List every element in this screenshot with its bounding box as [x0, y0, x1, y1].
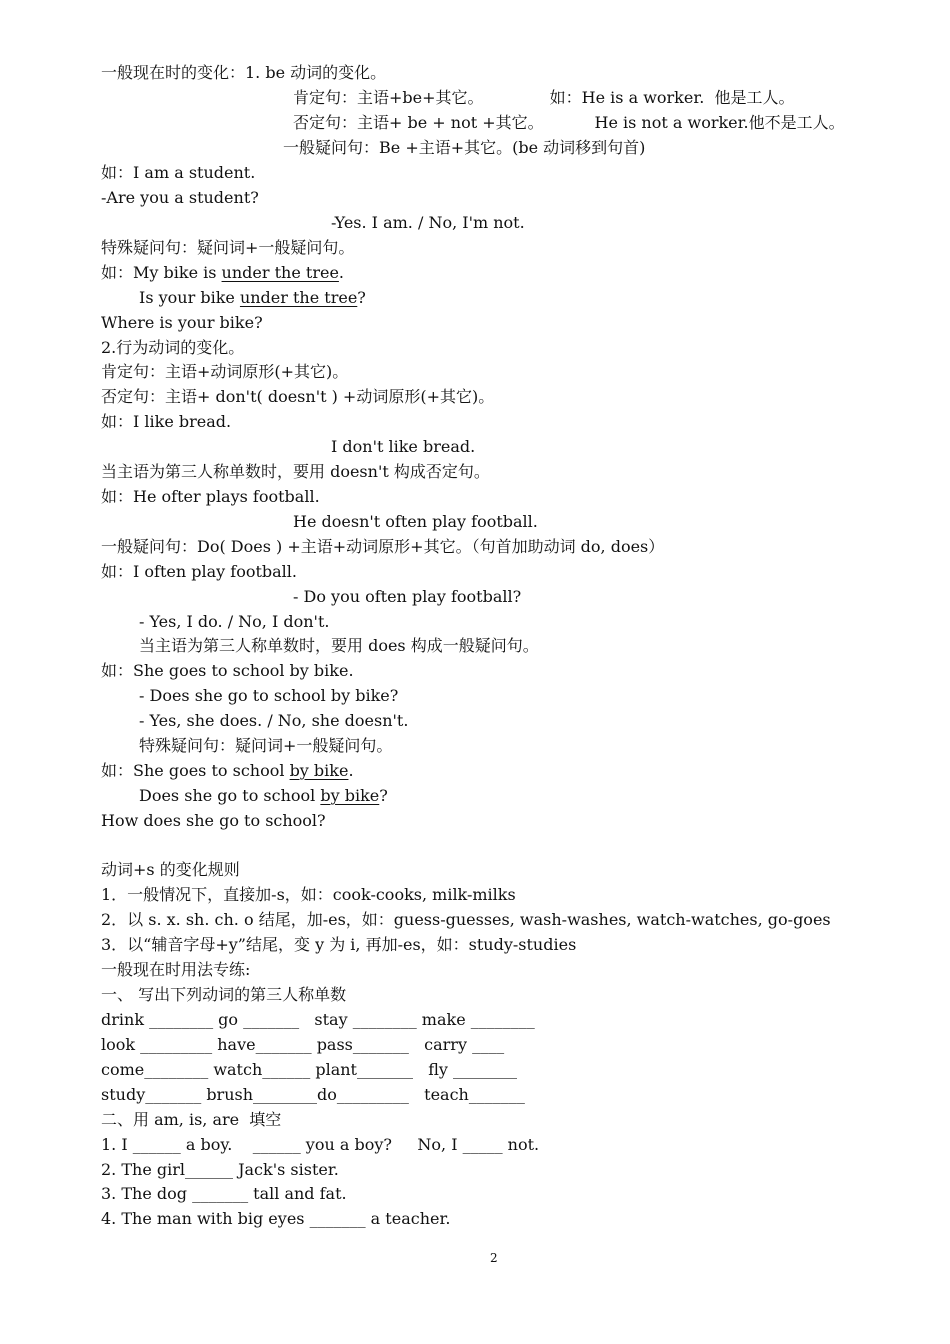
text-line — [101, 313, 263, 333]
text-line — [101, 263, 344, 283]
text-line — [101, 338, 244, 358]
text-segment: 如：He ofter plays football. — [101, 487, 320, 506]
text-segment: 如：I am a student. — [101, 163, 256, 182]
text-line — [101, 562, 297, 582]
text-line — [101, 387, 494, 407]
text-line — [293, 587, 521, 607]
text-segment: 如：I like bread. — [101, 412, 232, 431]
text-segment: 否定句：主语+ be + not +其它。 He is not a worker.他不是工人。 — [293, 113, 845, 132]
text-segment: I don't like bread. — [331, 437, 476, 456]
text-line — [101, 1010, 535, 1030]
text-line — [101, 761, 354, 781]
text-segment: 当主语为第三人称单数时，要用 doesn't 构成否定句。 — [101, 462, 490, 481]
text-segment: ? — [357, 288, 366, 307]
text-line — [101, 885, 516, 905]
underlined-phrase: under the tree — [239, 288, 358, 307]
text-segment: - Yes, she does. / No, she doesn't. — [139, 711, 409, 730]
text-segment: . — [348, 761, 354, 780]
text-line — [101, 860, 240, 880]
text-segment: 肯定句：主语+动词原形(+其它)。 — [101, 362, 349, 381]
text-line — [101, 1110, 281, 1130]
text-segment: - Does she go to school by bike? — [139, 686, 399, 705]
text-line — [101, 1209, 450, 1229]
text-segment: ? — [379, 786, 388, 805]
text-line — [101, 362, 348, 382]
text-segment: look _________ have_______ pass_______ carry ____ — [101, 1035, 505, 1054]
text-segment: 一般现在时的变化：1. be 动词的变化。 — [101, 63, 387, 82]
text-segment: -Yes. I am. / No, I'm not. — [331, 213, 525, 232]
text-segment: How does she go to school? — [101, 811, 326, 830]
text-line — [293, 512, 538, 532]
text-segment: . — [338, 263, 344, 282]
text-line — [101, 935, 576, 955]
text-segment: come________ watch______ plant_______ fly ________ — [101, 1060, 518, 1079]
text-segment: 特殊疑问句：疑问词+一般疑问句。 — [101, 238, 355, 257]
text-segment: 一般疑问句：Be +主语+其它。(be 动词移到句首) — [283, 138, 646, 157]
text-line — [101, 412, 231, 432]
text-line — [101, 1184, 347, 1204]
text-segment: 2. The girl______ Jack's sister. — [101, 1160, 339, 1179]
text-line — [101, 811, 326, 831]
text-segment: 1．一般情况下，直接加-s，如：cook-cooks, milk-milks — [101, 885, 516, 904]
text-line — [101, 985, 346, 1005]
text-line — [101, 1160, 339, 1180]
text-segment: 如：She goes to school by bike. — [101, 661, 354, 680]
text-segment: 肯定句：主语+be+其它。 如：He is a worker. 他是工人。 — [293, 88, 795, 107]
text-segment: - Do you often play football? — [293, 587, 522, 606]
text-line — [293, 113, 845, 133]
page-number: 2 — [490, 1251, 498, 1265]
text-segment: He doesn't often play football. — [293, 512, 538, 531]
text-segment: - Yes, I do. / No, I don't. — [139, 612, 330, 631]
text-segment: 一、 写出下列动词的第三人称单数 — [101, 985, 347, 1004]
text-line — [101, 163, 255, 183]
text-line — [101, 1035, 504, 1055]
text-line — [101, 1060, 517, 1080]
text-line — [139, 288, 366, 308]
text-line — [139, 736, 392, 756]
text-line — [139, 612, 329, 632]
text-line — [101, 1135, 539, 1155]
text-line — [331, 437, 475, 457]
text-segment: drink ________ go _______ stay ________ make ________ — [101, 1010, 535, 1029]
text-line — [101, 487, 320, 507]
text-line — [101, 462, 490, 482]
text-segment: 一般疑问句：Do( Does ) +主语+动词原形+其它。（句首加助动词 do, does） — [101, 537, 665, 556]
text-line — [139, 711, 408, 731]
text-segment: 特殊疑问句：疑问词+一般疑问句。 — [139, 736, 393, 755]
text-segment: 一般现在时用法专练: — [101, 960, 251, 979]
text-segment: 如：My bike is — [101, 263, 222, 282]
text-segment: Where is your bike? — [101, 313, 263, 332]
text-line — [101, 188, 259, 208]
text-segment: 二、用 am, is, are 填空 — [101, 1110, 282, 1129]
text-line — [293, 88, 794, 108]
text-segment: 否定句：主语+ don't( doesn't ) +动词原形(+其它)。 — [101, 387, 495, 406]
text-segment: 1. I ______ a boy. ______ you a boy? No, I _____ not. — [101, 1135, 540, 1154]
text-segment: 4. The man with big eyes _______ a teacher. — [101, 1209, 451, 1228]
text-segment: 动词+s 的变化规则 — [101, 860, 240, 879]
underlined-phrase: by bike — [289, 761, 349, 780]
text-segment: 2.行为动词的变化。 — [101, 338, 245, 357]
text-line — [101, 63, 386, 83]
text-segment: -Are you a student? — [101, 188, 259, 207]
text-segment: 如：She goes to school — [101, 761, 290, 780]
text-segment: 3．以“辅音字母+y”结尾，变 y 为 i, 再加-es，如：study-studies — [101, 935, 577, 954]
text-segment: 当主语为第三人称单数时，要用 does 构成一般疑问句。 — [139, 636, 539, 655]
underlined-phrase: by bike — [320, 786, 380, 805]
text-line — [101, 910, 831, 930]
text-segment: Does she go to school — [139, 786, 321, 805]
text-line — [331, 213, 525, 233]
text-line — [101, 1085, 525, 1105]
text-segment: study_______ brush________do_________ teach_______ — [101, 1085, 525, 1104]
text-line — [139, 636, 539, 656]
text-segment: 如：I often play football. — [101, 562, 297, 581]
text-segment: 2．以 s. x. sh. ch. o 结尾，加-es，如：guess-guesses, wash-washes, watch-watches, go-goes — [101, 910, 831, 929]
text-line — [101, 537, 664, 557]
text-line — [283, 138, 645, 158]
text-segment: 3. The dog _______ tall and fat. — [101, 1184, 347, 1203]
text-line — [101, 238, 354, 258]
text-line — [139, 686, 398, 706]
text-line — [101, 661, 354, 681]
text-line — [139, 786, 388, 806]
underlined-phrase: under the tree — [221, 263, 339, 282]
text-line — [101, 960, 250, 980]
text-segment: Is your bike — [139, 288, 240, 307]
